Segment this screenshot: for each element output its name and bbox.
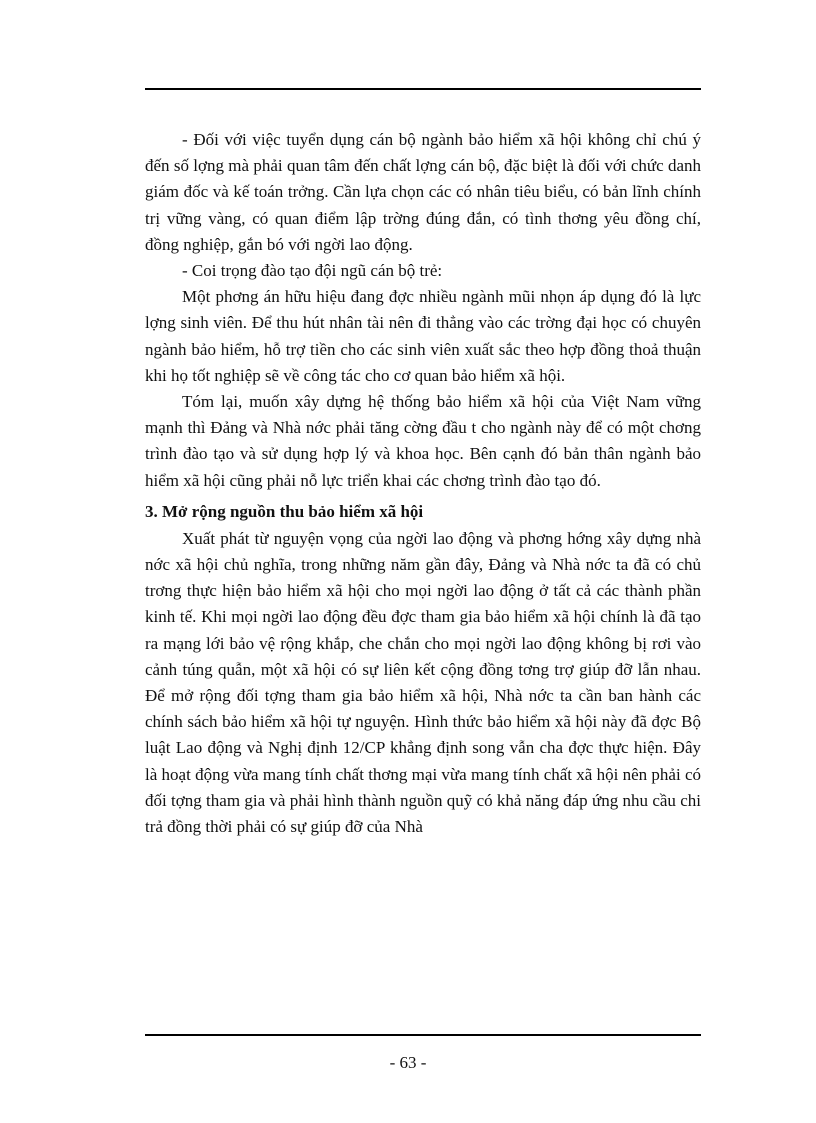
section-heading: 3. Mở rộng nguồn thu bảo hiểm xã hội [145,501,424,521]
header-rule [145,88,701,90]
footer-rule [145,1034,701,1036]
paragraph-young-staff-heading: - Coi trọng đào tạo đội ngũ cán bộ trẻ: [182,261,443,281]
paragraph-section-body: Xuất phát từ nguyện vọng của ngời lao động và phơng hớng xây dựng nhà nớc xã hội chủ nghĩa, trong những năm gần đây, Đảng và Nhà nớc ta đã có chủ trơng thực hiện bảo hiểm xã hội cho mọi ngời lao động ở tất cả các thành phần kinh tế. Khi mọi ngời lao động đều đợc tham gia bảo hiểm xã hội chính là đã tạo ra mạng lới bảo vệ rộng khắp, che chắn cho mọi ngời lao động không bị rơi vào cảnh túng quẫn, một xã hội có sự liên kết cộng đồng tơng trợ giúp đỡ lẫn nhau. Để mở rộng đối tợng tham gia bảo hiểm xã hội, Nhà nớc ta cần ban hành các chính sách bảo hiểm xã hội tự nguyện. Hình thức bảo hiểm xã hội này đã đợc Bộ luật Lao động và Nghị định 12/CP khẳng định song vẫn cha đợc thực hiện. Đây là hoạt động vừa mang tính chất thơng mại vừa mang tính chất xã hội nên phải có đối tợng tham gia và phải hình thành nguồn quỹ có khả năng đáp ứng nhu cầu chi trả đồng thời phải có sự giúp đỡ của Nhà [145,528,701,837]
paragraph-recruitment: - Đối với việc tuyển dụng cán bộ ngành bảo hiểm xã hội không chỉ chú ý đến số lợng mà phải quan tâm đến chất lợng cán bộ, đặc biệt là đối với chức danh giám đốc và kế toán trởng. Cần lựa chọn các có nhân tiêu biểu, có bản lĩnh chính trị vững vàng, có quan điểm lập trờng đúng đắn, có tình thơng yêu đồng chí, đồng nghiệp, gắn bó với ngời lao động. [145,130,701,254]
page-number: - 63 - [389,1053,427,1072]
paragraph-students: Một phơng án hữu hiệu đang đợc nhiều ngành mũi nhọn áp dụng đó là lực lợng sinh viên. Để thu hút nhân tài nên đi thẳng vào các trờng đại học có chuyên ngành bảo hiểm, hỗ trợ tiền cho các sinh viên xuất sắc theo hợp đồng thoả thuận khi họ tốt nghiệp sẽ về công tác cho cơ quan bảo hiểm xã hội. [145,287,701,385]
page-body [145,127,701,840]
paragraph-summary: Tóm lại, muốn xây dựng hệ thống bảo hiểm xã hội của Việt Nam vững mạnh thì Đảng và Nhà nớc phải tăng cờng đầu t cho ngành này để có một chơng trình đào tạo và sử dụng hợp lý và khoa học. Bên cạnh đó bản thân ngành bảo hiểm xã hội cũng phải nỗ lực triển khai các chơng trình đào tạo đó. [145,392,701,490]
